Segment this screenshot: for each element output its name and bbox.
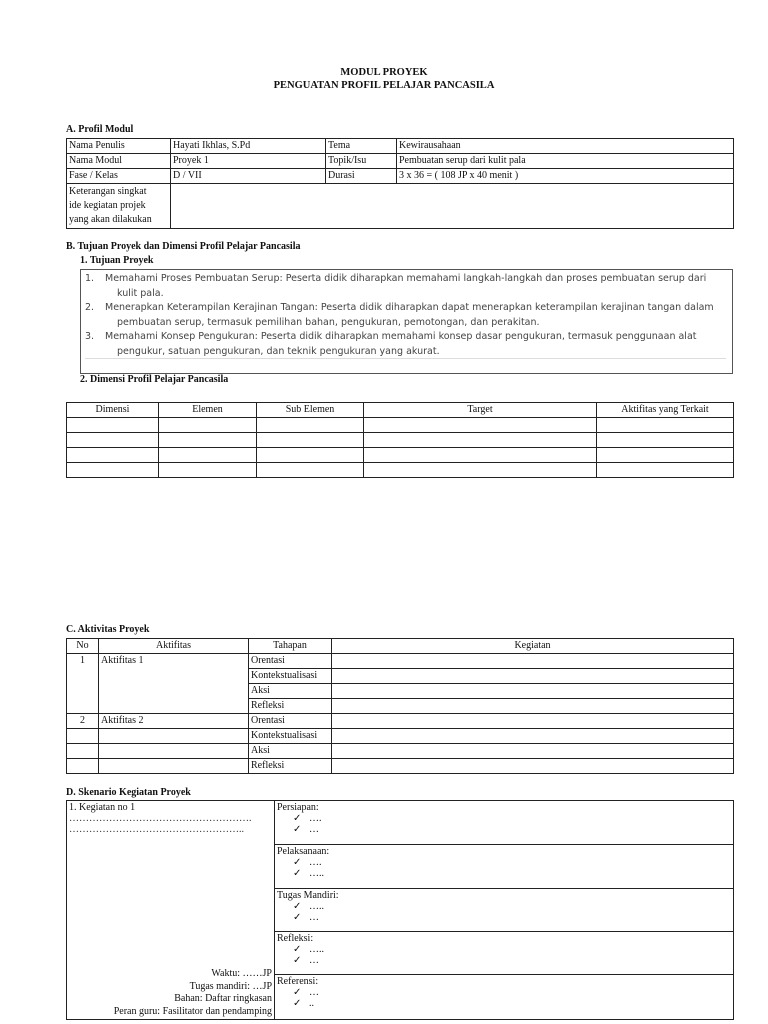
stage-label: Aksi xyxy=(249,744,332,759)
goal-number: 1. xyxy=(85,273,95,284)
table-cell xyxy=(67,759,99,774)
table-cell[interactable] xyxy=(257,433,364,448)
table-row xyxy=(67,699,734,714)
kegiatan-cell[interactable] xyxy=(332,654,734,669)
kegiatan-cell[interactable] xyxy=(332,729,734,744)
table-cell[interactable] xyxy=(597,448,734,463)
kegiatan-cell[interactable] xyxy=(332,759,734,774)
keterangan-label-line: Keterangan singkat xyxy=(69,186,147,197)
tugas-mandiri-group xyxy=(275,889,733,932)
kegiatan-cell[interactable] xyxy=(332,684,734,699)
table-row xyxy=(67,729,734,744)
check-item-text: … xyxy=(309,987,319,998)
kegiatan-title: 1. Kegiatan no 1 xyxy=(69,802,136,813)
table-cell[interactable] xyxy=(159,463,257,478)
goal-line: Memahami Proses Pembuatan Serup: Peserta didik diharapkan memahami langkah-langkah dan proses pembuatan serup dari xyxy=(105,273,707,284)
placeholder-dots: ………………………………………………. xyxy=(69,813,252,824)
check-item-text: .. xyxy=(309,998,314,1009)
stage-label: Kontekstualisasi xyxy=(249,729,332,744)
check-icon: ✓ xyxy=(293,998,302,1009)
kegiatan-cell[interactable] xyxy=(332,699,734,714)
table-cell[interactable] xyxy=(364,433,597,448)
group-title: Refleksi: xyxy=(277,933,314,944)
table-cell[interactable] xyxy=(597,463,734,478)
table-cell[interactable] xyxy=(257,463,364,478)
column-header: Dimensi xyxy=(67,403,159,418)
table-cell xyxy=(67,729,99,744)
table-cell[interactable] xyxy=(257,448,364,463)
check-item-text: …. xyxy=(309,857,322,868)
table-cell xyxy=(67,684,99,699)
tugas-mandiri-text: Tugas mandiri: …JP xyxy=(189,980,272,992)
section-a-heading: A. Profil Modul xyxy=(66,124,134,135)
group-title: Pelaksanaan: xyxy=(277,846,330,857)
check-item xyxy=(277,857,731,868)
dimensi-heading: 2. Dimensi Profil Pelajar Pancasila xyxy=(80,374,229,385)
activity-number: 1 xyxy=(67,654,99,669)
waktu-text: Waktu: ……JP xyxy=(211,968,272,979)
check-icon: ✓ xyxy=(293,901,302,912)
profil-label: Tema xyxy=(326,139,397,154)
table-row xyxy=(67,684,734,699)
goal-line: kulit pala. xyxy=(117,287,164,299)
activity-name: Aktifitas 2 xyxy=(99,714,249,729)
dimensi-table xyxy=(66,402,734,478)
profil-label: Durasi xyxy=(326,169,397,184)
check-item xyxy=(277,998,731,1009)
tujuan-proyek-box[interactable] xyxy=(80,269,733,374)
table-cell[interactable] xyxy=(257,418,364,433)
check-item-text: ….. xyxy=(309,868,324,879)
table-cell xyxy=(99,699,249,714)
keterangan-label-line: ide kegiatan projek xyxy=(69,200,146,211)
placeholder-dots: …………………………………………….. xyxy=(69,824,244,835)
check-item-text: ….. xyxy=(309,901,324,912)
table-cell xyxy=(67,669,99,684)
section-c-heading: C. Aktivitas Proyek xyxy=(66,624,150,635)
profil-label: Topik/Isu xyxy=(326,154,397,169)
goal-item xyxy=(85,330,726,359)
profil-label: Nama Modul xyxy=(67,154,171,169)
table-row xyxy=(67,759,734,774)
bahan-text: Bahan: Daftar ringkasan xyxy=(174,993,272,1004)
keterangan-label-line: yang akan dilakukan xyxy=(69,214,152,225)
aktivitas-table xyxy=(66,638,734,774)
table-row xyxy=(67,184,734,229)
table-row xyxy=(67,139,734,154)
goal-number: 3. xyxy=(85,331,95,342)
profil-value: Proyek 1 xyxy=(171,154,326,169)
check-item-text: … xyxy=(309,955,319,966)
check-item xyxy=(277,868,731,879)
table-cell xyxy=(99,744,249,759)
group-title: Tugas Mandiri: xyxy=(277,890,339,901)
check-icon: ✓ xyxy=(293,987,302,998)
title-line-1: MODUL PROYEK xyxy=(340,67,428,78)
referensi-group xyxy=(275,975,733,1019)
kegiatan-detail-cell xyxy=(67,801,275,1020)
check-icon: ✓ xyxy=(293,857,302,868)
check-item-text: … xyxy=(309,824,319,835)
table-cell[interactable] xyxy=(597,418,734,433)
table-row xyxy=(67,463,734,478)
column-header: Aktifitas xyxy=(99,639,249,654)
table-cell[interactable] xyxy=(597,433,734,448)
column-header: Target xyxy=(364,403,597,418)
column-header: Elemen xyxy=(159,403,257,418)
profil-modul-table xyxy=(66,138,734,229)
kegiatan-cell[interactable] xyxy=(332,744,734,759)
title-line-2: PENGUATAN PROFIL PELAJAR PANCASILA xyxy=(273,80,495,91)
table-cell xyxy=(99,669,249,684)
stage-label: Refleksi xyxy=(249,699,332,714)
table-header-row xyxy=(67,639,734,654)
table-cell[interactable] xyxy=(67,418,159,433)
column-header: Aktifitas yang Terkait xyxy=(597,403,734,418)
check-icon: ✓ xyxy=(293,824,302,835)
activity-number: 2 xyxy=(67,714,99,729)
stage-label: Orentasi xyxy=(249,714,332,729)
table-row xyxy=(67,418,734,433)
activity-name: Aktifitas 1 xyxy=(99,654,249,669)
goal-line: pengukur, satuan pengukuran, dan teknik pengukuran yang akurat. xyxy=(117,345,440,357)
table-cell[interactable] xyxy=(364,418,597,433)
table-header-row xyxy=(67,403,734,418)
table-row xyxy=(67,714,734,729)
kegiatan-cell[interactable] xyxy=(332,669,734,684)
check-icon: ✓ xyxy=(293,944,302,955)
table-row xyxy=(67,448,734,463)
stage-label: Kontekstualisasi xyxy=(249,669,332,684)
kegiatan-steps-cell xyxy=(275,801,734,1020)
table-cell[interactable] xyxy=(159,433,257,448)
profil-value: Pembuatan serup dari kulit pala xyxy=(397,154,734,169)
keterangan-value[interactable] xyxy=(171,184,734,229)
check-item xyxy=(277,987,731,998)
check-icon: ✓ xyxy=(293,868,302,879)
profil-label: Nama Penulis xyxy=(67,139,171,154)
table-cell xyxy=(99,729,249,744)
table-row xyxy=(67,744,734,759)
skenario-table xyxy=(66,800,734,1020)
check-icon: ✓ xyxy=(293,912,302,923)
profil-label: Fase / Kelas xyxy=(67,169,171,184)
table-row xyxy=(67,801,734,1020)
persiapan-group xyxy=(275,801,733,845)
tujuan-proyek-heading: 1. Tujuan Proyek xyxy=(80,255,154,266)
goal-item xyxy=(85,272,726,301)
refleksi-group xyxy=(275,932,733,975)
section-b-heading: B. Tujuan Proyek dan Dimensi Profil Pelajar Pancasila xyxy=(66,241,301,252)
group-title: Referensi: xyxy=(277,976,319,987)
peran-guru-text: Peran guru: Fasilitator dan pendamping xyxy=(113,1005,272,1017)
goal-text xyxy=(105,301,726,330)
goal-number: 2. xyxy=(85,302,95,313)
table-row xyxy=(67,654,734,669)
profil-value: D / VII xyxy=(171,169,326,184)
column-header: Kegiatan xyxy=(332,639,734,654)
check-item xyxy=(277,955,731,966)
table-cell xyxy=(67,699,99,714)
column-header: No xyxy=(67,639,99,654)
check-item-text: …. xyxy=(309,813,322,824)
group-title: Persiapan: xyxy=(277,802,319,813)
stage-label: Orentasi xyxy=(249,654,332,669)
check-item xyxy=(277,901,731,912)
column-header: Sub Elemen xyxy=(257,403,364,418)
goal-line: Menerapkan Keterampilan Kerajinan Tangan: Peserta didik diharapkan dapat menerapkan keterampilan kerajinan tangan dalam xyxy=(105,302,714,313)
goal-text xyxy=(105,330,726,359)
table-cell[interactable] xyxy=(159,418,257,433)
check-item-text: ….. xyxy=(309,944,324,955)
section-d-heading: D. Skenario Kegiatan Proyek xyxy=(66,787,191,798)
table-cell[interactable] xyxy=(364,463,597,478)
check-item xyxy=(277,824,731,835)
document-title xyxy=(0,66,768,92)
goal-item xyxy=(85,301,726,330)
table-cell[interactable] xyxy=(67,433,159,448)
table-row xyxy=(67,154,734,169)
divider xyxy=(85,358,726,359)
kegiatan-cell[interactable] xyxy=(332,714,734,729)
stage-label: Refleksi xyxy=(249,759,332,774)
column-header: Tahapan xyxy=(249,639,332,654)
goal-text xyxy=(105,272,726,301)
goal-line: Memahami Konsep Pengukuran: Peserta didik diharapkan memahami konsep dasar pengukuran, termasuk penggunaan alat xyxy=(105,331,697,342)
table-cell[interactable] xyxy=(67,463,159,478)
table-cell xyxy=(99,759,249,774)
table-cell[interactable] xyxy=(67,448,159,463)
profil-value: 3 x 36 = ( 108 JP x 40 menit ) xyxy=(397,169,734,184)
check-item xyxy=(277,912,731,923)
goal-line: pembuatan serup, termasuk pemilihan bahan, pengukuran, pemotongan, dan perakitan. xyxy=(117,316,540,328)
table-cell xyxy=(99,684,249,699)
keterangan-label xyxy=(67,184,171,229)
check-icon: ✓ xyxy=(293,813,302,824)
kegiatan-meta xyxy=(114,968,272,1018)
table-cell xyxy=(67,744,99,759)
check-icon: ✓ xyxy=(293,955,302,966)
table-row xyxy=(67,669,734,684)
table-row xyxy=(67,169,734,184)
check-item xyxy=(277,813,731,824)
pelaksanaan-group xyxy=(275,845,733,889)
table-row xyxy=(67,433,734,448)
table-cell[interactable] xyxy=(159,448,257,463)
check-item-text: … xyxy=(309,912,319,923)
stage-label: Aksi xyxy=(249,684,332,699)
table-cell[interactable] xyxy=(364,448,597,463)
profil-value: Hayati Ikhlas, S.Pd xyxy=(171,139,326,154)
check-item xyxy=(277,944,731,955)
profil-value: Kewirausahaan xyxy=(397,139,734,154)
